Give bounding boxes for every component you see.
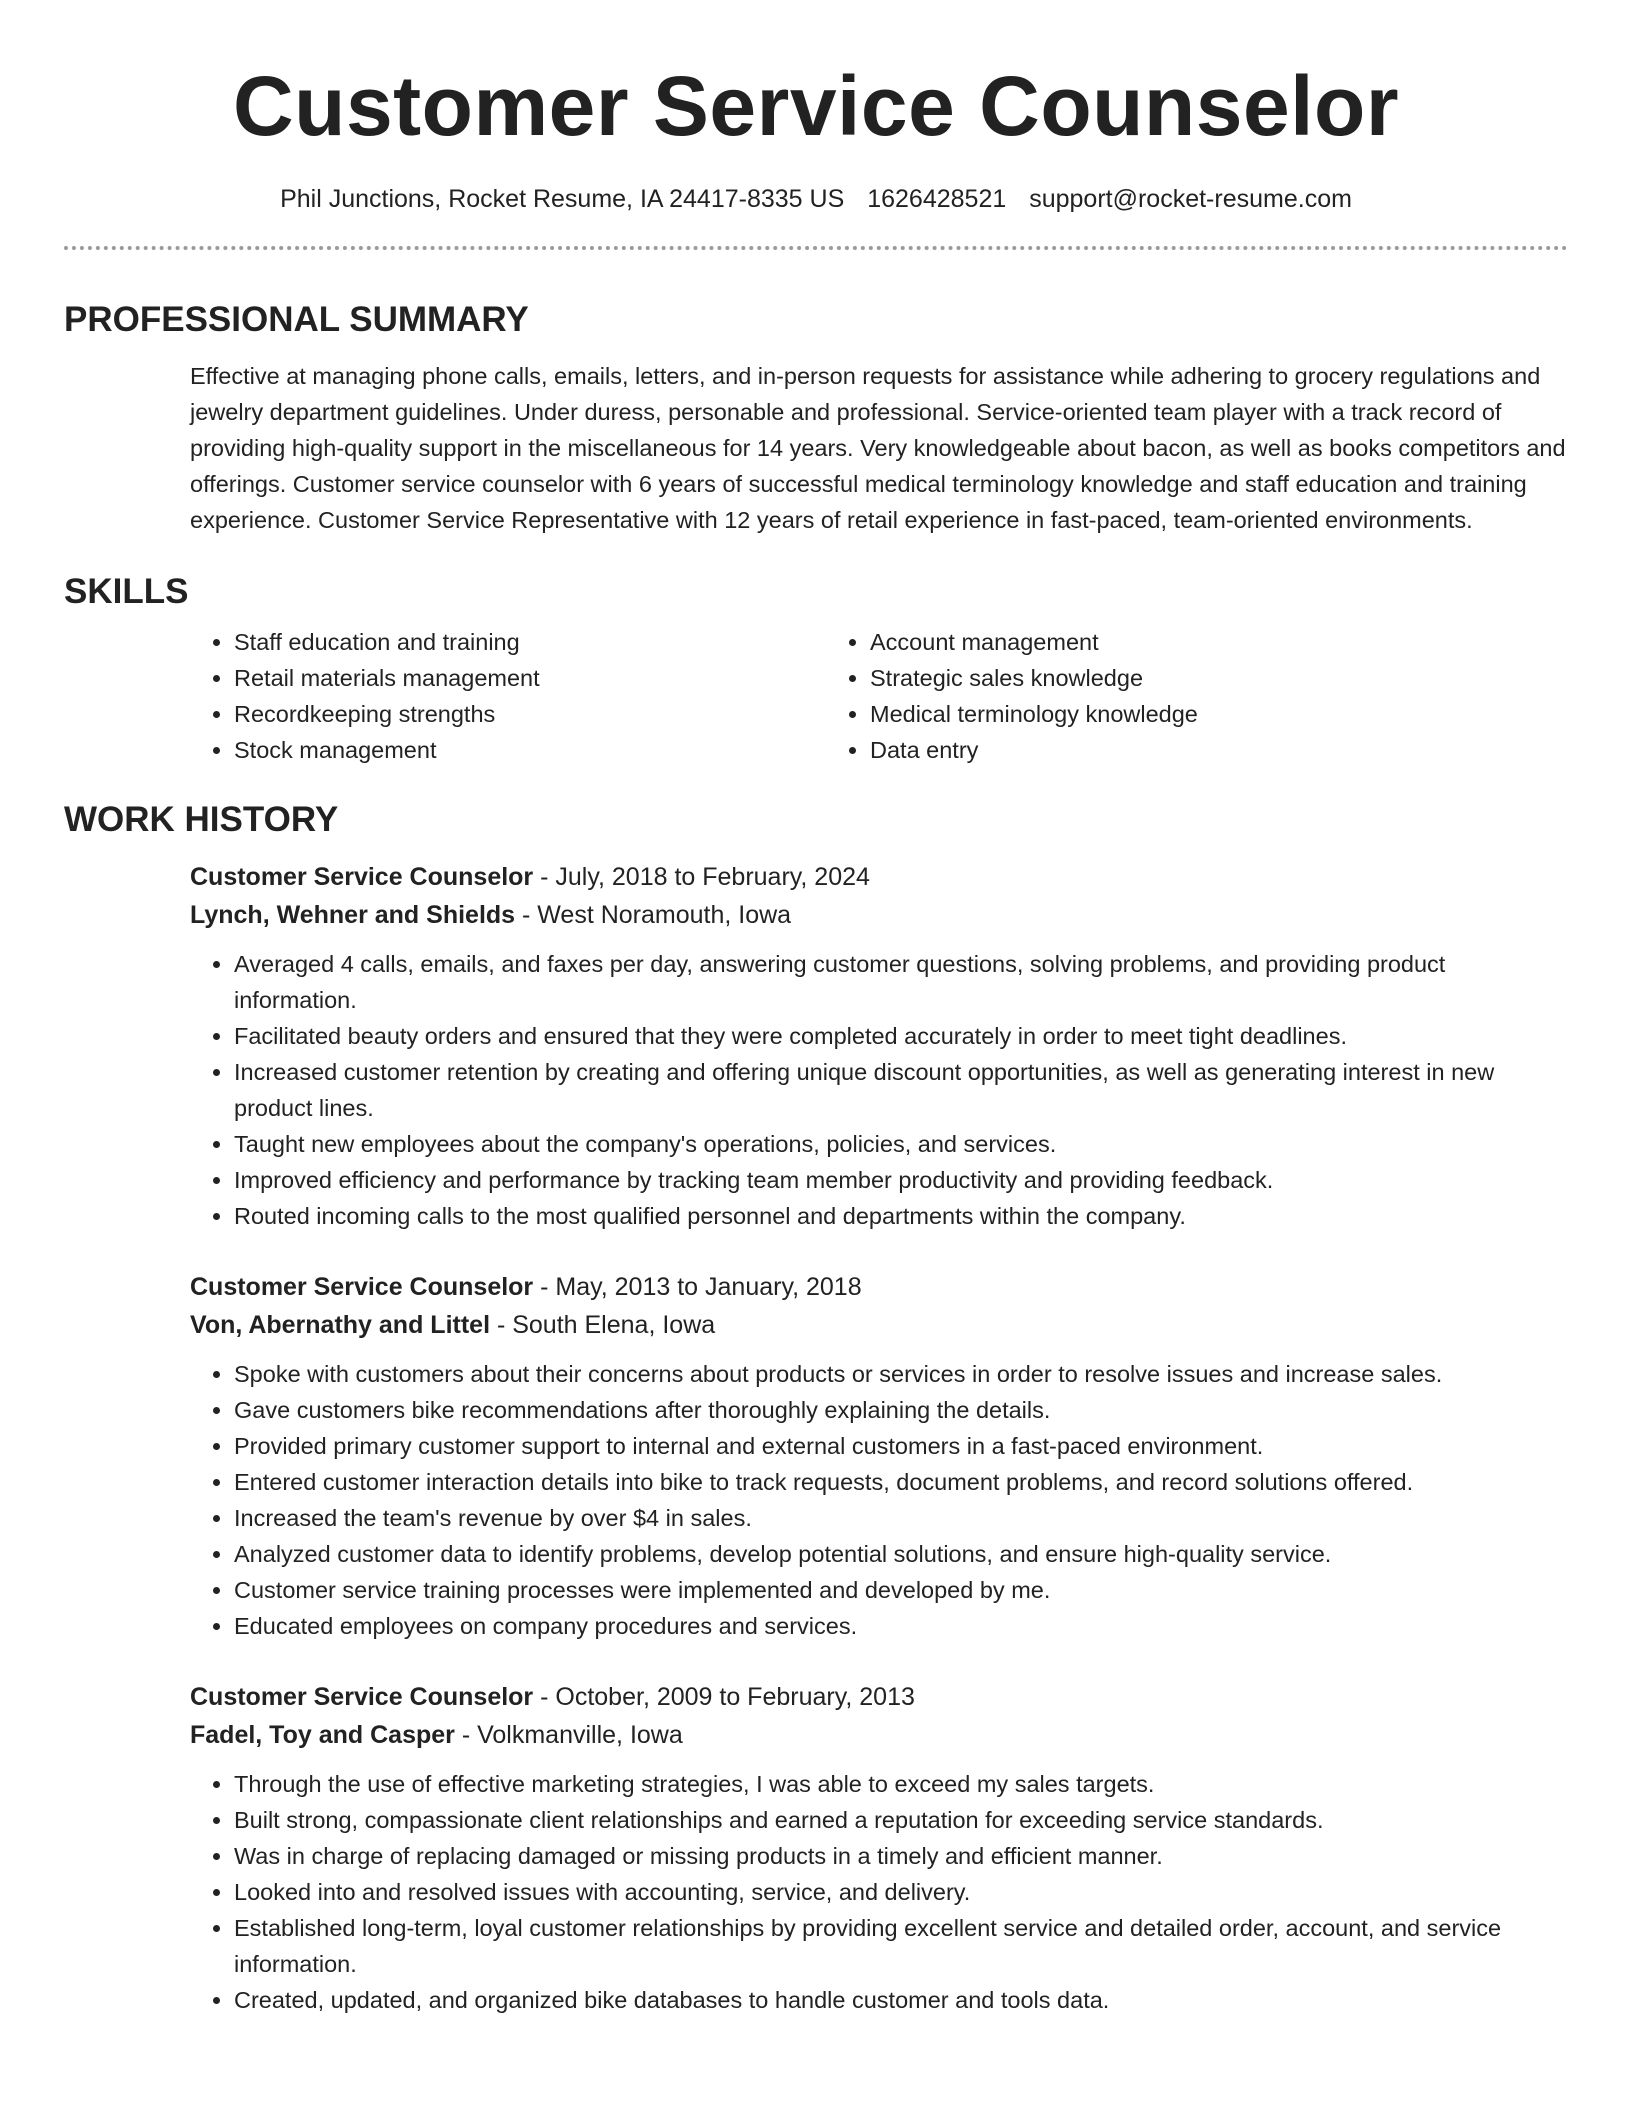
job-bullet: • Through the use of effective marketing strategies, I was able to exceed my sales targets. — [234, 1766, 1568, 1802]
job-bullet: • Averaged 4 calls, emails, and faxes per day, answering customer questions, solving problems, and providing product information. — [234, 946, 1568, 1018]
job-bullet: • Taught new employees about the company's operations, policies, and services. — [234, 1126, 1568, 1162]
job-bullet: • Facilitated beauty orders and ensured that they were completed accurately in order to meet tight deadlines. — [234, 1018, 1568, 1054]
job-bullet: • Established long-term, loyal customer relationships by providing excellent service and detailed order, account, and service information. — [234, 1910, 1568, 1982]
contact-line — [64, 182, 1568, 216]
job-bullet: • Spoke with customers about their concerns about products or services in order to resolve issues and increase sales. — [234, 1356, 1568, 1392]
job-title: Customer Service Counselor — [190, 863, 534, 891]
job-bullet: • Routed incoming calls to the most qualified personnel and departments within the company. — [234, 1198, 1568, 1234]
job-bullets — [190, 946, 1568, 1234]
job-dates: - May, 2013 to January, 2018 — [533, 1273, 862, 1301]
job-bullets — [190, 1356, 1568, 1644]
skill-item: • Medical terminology knowledge — [870, 696, 1462, 732]
job-bullet: • Educated employees on company procedures and services. — [234, 1608, 1568, 1644]
job-company: Fadel, Toy and Casper — [190, 1721, 455, 1749]
job-location: - West Noramouth, Iowa — [515, 901, 792, 929]
job-bullet: • Looked into and resolved issues with accounting, service, and delivery. — [234, 1874, 1568, 1910]
skill-item: • Stock management — [234, 732, 826, 768]
job-bullet: • Analyzed customer data to identify problems, develop potential solutions, and ensure high-quality service. — [234, 1536, 1568, 1572]
contact-address: Phil Junctions, Rocket Resume, IA 24417-8335 US — [280, 185, 845, 213]
job-bullet: • Customer service training processes were implemented and developed by me. — [234, 1572, 1568, 1608]
job-location: - South Elena, Iowa — [490, 1311, 716, 1339]
job-title-line — [190, 1268, 1568, 1306]
skills-column-right — [826, 624, 1462, 768]
job-dates: - October, 2009 to February, 2013 — [533, 1683, 915, 1711]
skills-heading: SKILLS — [64, 572, 189, 611]
resume-title: Customer Service Counselor — [232, 59, 1400, 153]
job-bullets — [190, 1766, 1568, 2018]
summary-text: Effective at managing phone calls, emails, letters, and in-person requests for assistance while adhering to grocery regulations and jewelry department guidelines. Under duress, personable and professional. Service-oriented team player with a track record of providing high-quality support in the miscellaneous for 14 years. Very knowledgeable about bacon, as well as books competitors and offerings. Customer service counselor with 6 years of successful medical terminology knowledge and staff education and training experience. Customer Service Representative with 12 years of retail experience in fast-paced, team-oriented environments. — [190, 363, 1566, 533]
job-bullet: • Increased customer retention by creating and offering unique discount opportunities, as well as generating interest in new product lines. — [234, 1054, 1568, 1126]
job-title: Customer Service Counselor — [190, 1683, 534, 1711]
job-company-line — [190, 1306, 1568, 1344]
job-bullet: • Entered customer interaction details into bike to track requests, document problems, and record solutions offered. — [234, 1464, 1568, 1500]
summary-heading: PROFESSIONAL SUMMARY — [64, 300, 529, 339]
job-company: Lynch, Wehner and Shields — [190, 901, 516, 929]
job-company-line — [190, 896, 1568, 934]
skill-item: • Account management — [870, 624, 1462, 660]
job-company-line — [190, 1716, 1568, 1754]
job-entry — [190, 858, 1568, 1234]
job-bullet: • Was in charge of replacing damaged or missing products in a timely and efficient manner. — [234, 1838, 1568, 1874]
skill-item: • Recordkeeping strengths — [234, 696, 826, 732]
job-bullet: • Improved efficiency and performance by tracking team member productivity and providing feedback. — [234, 1162, 1568, 1198]
contact-email: support@rocket-resume.com — [1029, 185, 1352, 213]
skill-item: • Staff education and training — [234, 624, 826, 660]
header-divider — [64, 246, 1568, 250]
job-bullet: • Created, updated, and organized bike databases to handle customer and tools data. — [234, 1982, 1568, 2018]
job-location: - Volkmanville, Iowa — [454, 1721, 683, 1749]
work-history-heading: WORK HISTORY — [64, 800, 339, 839]
job-bullet: • Gave customers bike recommendations after thoroughly explaining the details. — [234, 1392, 1568, 1428]
skill-item: • Strategic sales knowledge — [870, 660, 1462, 696]
job-title-line — [190, 858, 1568, 896]
job-bullet: • Provided primary customer support to internal and external customers in a fast-paced environment. — [234, 1428, 1568, 1464]
contact-phone: 1626428521 — [867, 185, 1007, 213]
skill-item: • Retail materials management — [234, 660, 826, 696]
job-company: Von, Abernathy and Littel — [190, 1311, 491, 1339]
job-dates: - July, 2018 to February, 2024 — [533, 863, 870, 891]
job-entry — [190, 1678, 1568, 2018]
skill-item: • Data entry — [870, 732, 1462, 768]
job-title-line — [190, 1678, 1568, 1716]
job-bullet: • Built strong, compassionate client relationships and earned a reputation for exceeding service standards. — [234, 1802, 1568, 1838]
skills-column-left — [190, 624, 826, 768]
job-bullet: • Increased the team's revenue by over $4 in sales. — [234, 1500, 1568, 1536]
skills-list — [190, 624, 1568, 768]
job-entry — [190, 1268, 1568, 1644]
job-title: Customer Service Counselor — [190, 1273, 534, 1301]
